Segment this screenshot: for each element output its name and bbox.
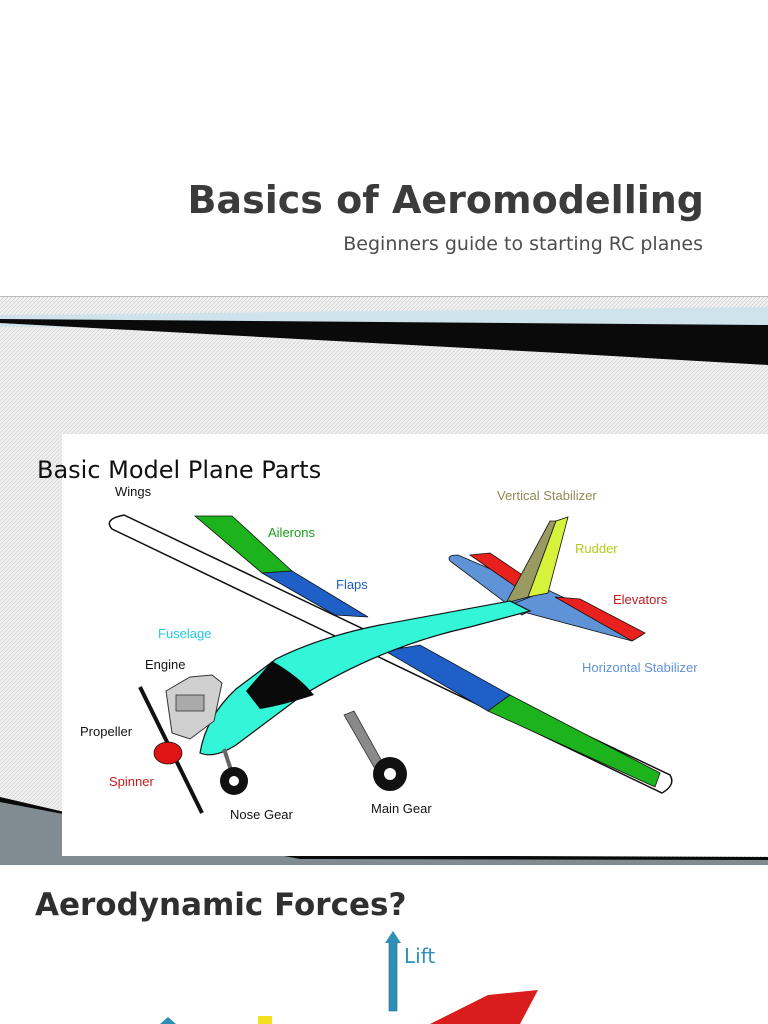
aileron-right [488,695,660,787]
label-horizontal-stabilizer: Horizontal Stabilizer [582,660,698,675]
arrow-left-fragment [160,1017,176,1024]
label-flaps: Flaps [336,577,368,592]
label-spinner: Spinner [109,774,154,789]
flap-right [385,645,510,711]
label-ailerons: Ailerons [268,525,315,540]
yellow-marker [258,1016,272,1024]
plane-parts-heading: Basic Model Plane Parts [37,456,322,484]
plane-parts-slide [0,297,768,865]
label-vertical-stabilizer: Vertical Stabilizer [497,488,597,503]
label-propeller: Propeller [80,724,133,739]
spinner-shape [154,742,182,764]
title-slide [0,0,768,297]
label-elevators: Elevators [613,592,668,607]
forces-heading: Aerodynamic Forces? [35,887,407,923]
forces-diagram [0,865,768,1024]
label-main-gear: Main Gear [371,801,432,816]
lift-label: Lift [404,944,436,968]
label-engine: Engine [145,657,186,672]
lift-arrow-head [385,931,401,943]
label-fuselage: Fuselage [158,626,212,641]
label-wings: Wings [115,484,152,499]
slide-title: Basics of Aeromodelling [187,178,704,222]
aerodynamic-forces-slide [0,865,768,1024]
wing-section [430,990,538,1024]
lift-arrow-shaft [389,941,397,1011]
label-nose-gear: Nose Gear [230,807,293,822]
label-rudder: Rudder [575,541,618,556]
slide-subtitle: Beginners guide to starting RC planes [343,233,703,255]
